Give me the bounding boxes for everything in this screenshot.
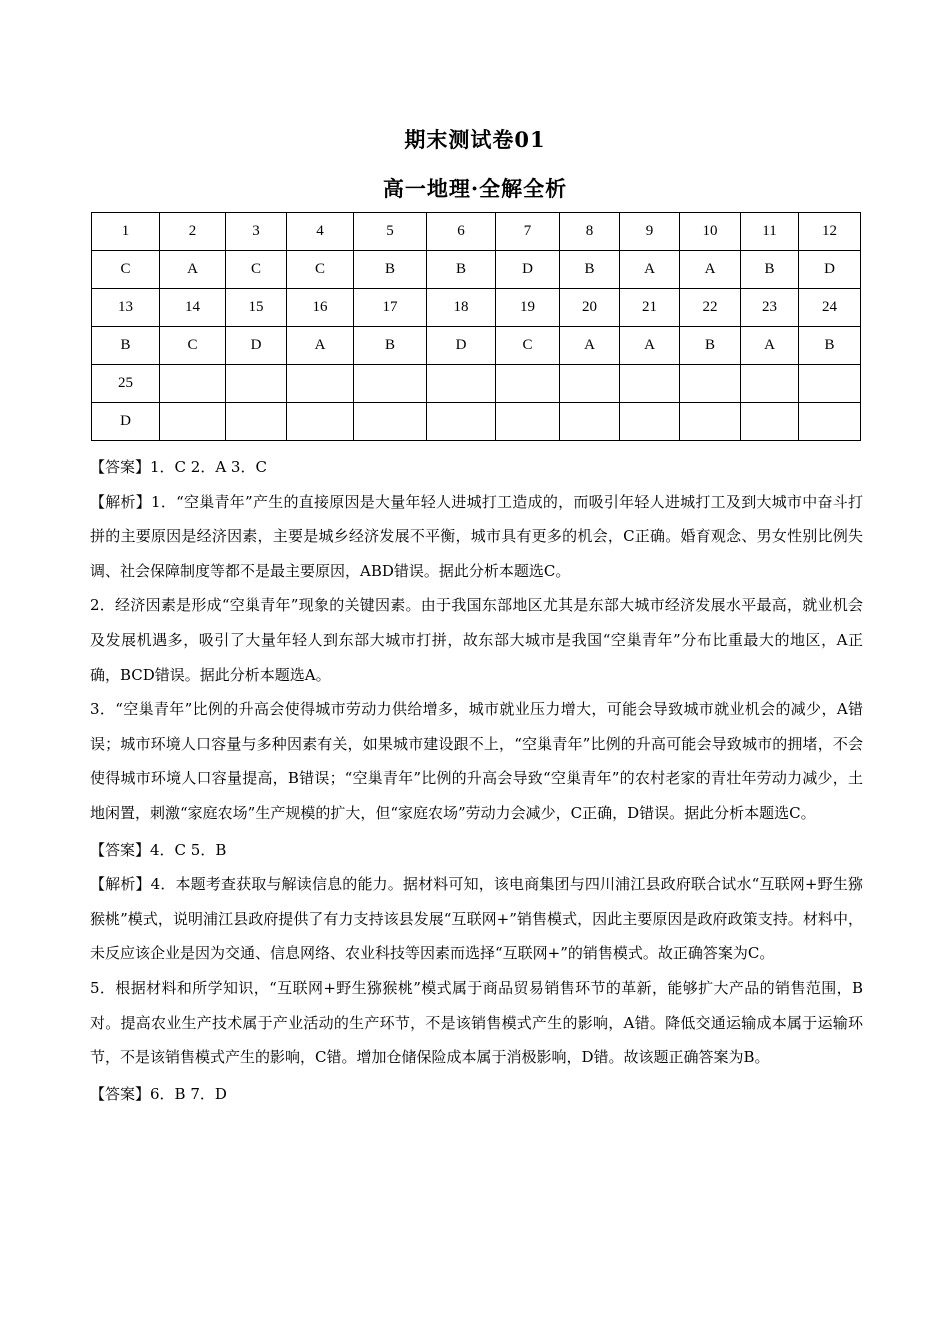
table-cell: D (799, 251, 861, 289)
table-cell (160, 403, 226, 441)
table-cell: D (226, 327, 287, 365)
page-title: 期末测试卷01 (404, 127, 546, 152)
table-cell: B (799, 327, 861, 365)
table-cell: 22 (680, 289, 741, 327)
table-cell: A (620, 251, 680, 289)
table-cell: B (560, 251, 620, 289)
table-cell: A (560, 327, 620, 365)
table-row (92, 251, 861, 289)
table-cell: 17 (354, 289, 427, 327)
table-row (92, 327, 861, 365)
table-cell: A (160, 251, 226, 289)
analysis-q1: 【解析】1．“空巢青年”产生的直接原因是大量年轻人进城打工造成的，而吸引年轻人进城打工及到大城市中奋斗打拼的主要原因是经济因素，主要是城乡经济发展不平衡，城市具有更多的机会，C正确。婚育观念、男女性别比例失调、社会保障制度等都不是最主要原因，ABD错误。据此分析本题选C。 (90, 492, 863, 580)
table-cell: 21 (620, 289, 680, 327)
table-cell: C (92, 251, 160, 289)
table-cell: B (680, 327, 741, 365)
table-cell: C (496, 327, 560, 365)
table-cell (226, 365, 287, 403)
table-cell (680, 365, 741, 403)
table-cell: 5 (354, 213, 427, 251)
table-cell (354, 403, 427, 441)
table-cell: 14 (160, 289, 226, 327)
table-cell: 20 (560, 289, 620, 327)
table-cell: 19 (496, 289, 560, 327)
table-cell: 15 (226, 289, 287, 327)
table-cell (496, 365, 560, 403)
table-cell (799, 365, 861, 403)
table-cell (560, 365, 620, 403)
table-cell: 11 (741, 213, 799, 251)
table-cell: 6 (427, 213, 496, 251)
page-subtitle: 高一地理·全解全析 (382, 176, 568, 201)
table-cell: A (620, 327, 680, 365)
table-cell: 24 (799, 289, 861, 327)
table-cell: A (741, 327, 799, 365)
analysis-q4: 【解析】4．本题考查获取与解读信息的能力。据材料可知，该电商集团与四川浦江县政府联合试水“互联网+野生猕猴桃”模式，说明浦江县政府提供了有力支持该县发展“互联网+”销售模式，因此主要原因是政府政策支持。材料中，未反应该企业是因为交通、信息网络、农业科技等因素而选择“互联网+”的销售模式。故正确答案为C。 (90, 875, 863, 963)
table-cell (160, 365, 226, 403)
table-cell: D (427, 327, 496, 365)
table-cell (354, 365, 427, 403)
table-cell: 4 (287, 213, 354, 251)
table-cell (620, 365, 680, 403)
analysis-q5: 5．根据材料和所学知识，“互联网+野生猕猴桃”模式属于商品贸易销售环节的革新，能够扩大产品的销售范围，B对。提高农业生产技术属于产业活动的生产环节，不是该销售模式产生的影响，A错。降低交通运输成本属于运输环节，不是该销售模式产生的影响，C错。增加仓储保险成本属于消极影响，D错。故该题正确答案为B。 (90, 978, 863, 1067)
table-cell: 23 (741, 289, 799, 327)
answer-line-4-5: 【答案】4．C 5．B (90, 840, 227, 859)
table-cell: 18 (427, 289, 496, 327)
table-cell: A (287, 327, 354, 365)
table-cell: B (354, 251, 427, 289)
table-cell: 7 (496, 213, 560, 251)
table-cell (799, 403, 861, 441)
table-cell: B (427, 251, 496, 289)
table-row (92, 213, 861, 251)
table-cell: 2 (160, 213, 226, 251)
table-cell: C (160, 327, 226, 365)
table-row (92, 403, 861, 441)
table-cell: 8 (560, 213, 620, 251)
answer-line-1-3: 【答案】1．C 2．A 3．C (90, 458, 267, 476)
table-cell: B (92, 327, 160, 365)
table-cell (620, 403, 680, 441)
solution-body (90, 448, 863, 1111)
answer-table (91, 212, 861, 441)
table-cell: 9 (620, 213, 680, 251)
table-row (92, 365, 861, 403)
table-cell: 16 (287, 289, 354, 327)
table-cell (741, 365, 799, 403)
table-cell: 25 (92, 365, 160, 403)
table-cell: B (354, 327, 427, 365)
table-cell: B (741, 251, 799, 289)
table-cell: C (226, 251, 287, 289)
table-cell: D (92, 403, 160, 441)
table-cell (287, 365, 354, 403)
table-cell (427, 403, 496, 441)
table-cell: C (287, 251, 354, 289)
table-cell (560, 403, 620, 441)
table-cell: 1 (92, 213, 160, 251)
table-cell (496, 403, 560, 441)
table-cell (226, 403, 287, 441)
analysis-q3: 3．“空巢青年”比例的升高会使得城市劳动力供给增多，城市就业压力增大，可能会导致城市就业机会的减少，A错误；城市环境人口容量与多种因素有关，如果城市建设跟不上，“空巢青年”比例的升高可能会导致城市的拥堵，不会使得城市环境人口容量提高，B错误；“空巢青年”比例的升高会导致“空巢青年”的农村老家的青壮年劳动力减少，土地闲置，刺激“家庭农场”生产规模的扩大，但“家庭农场”劳动力会减少，C正确，D错误。据此分析本题选C。 (90, 700, 863, 822)
table-row (92, 289, 861, 327)
table-cell (741, 403, 799, 441)
analysis-q2: 2．经济因素是形成“空巢青年”现象的关键因素。由于我国东部地区尤其是东部大城市经济发展水平最高，就业机会及发展机遇多，吸引了大量年轻人到东部大城市打拼，故东部大城市是我国“空巢青年”分布比重最大的地区，A正确，BCD错误。据此分析本题选A。 (90, 596, 863, 684)
table-cell: A (680, 251, 741, 289)
table-cell: 13 (92, 289, 160, 327)
table-cell: D (496, 251, 560, 289)
table-cell (680, 403, 741, 441)
table-cell: 12 (799, 213, 861, 251)
answer-line-6-7: 【答案】6．B 7．D (90, 1084, 227, 1103)
table-cell: 10 (680, 213, 741, 251)
table-cell (427, 365, 496, 403)
table-cell: 3 (226, 213, 287, 251)
table-cell (287, 403, 354, 441)
